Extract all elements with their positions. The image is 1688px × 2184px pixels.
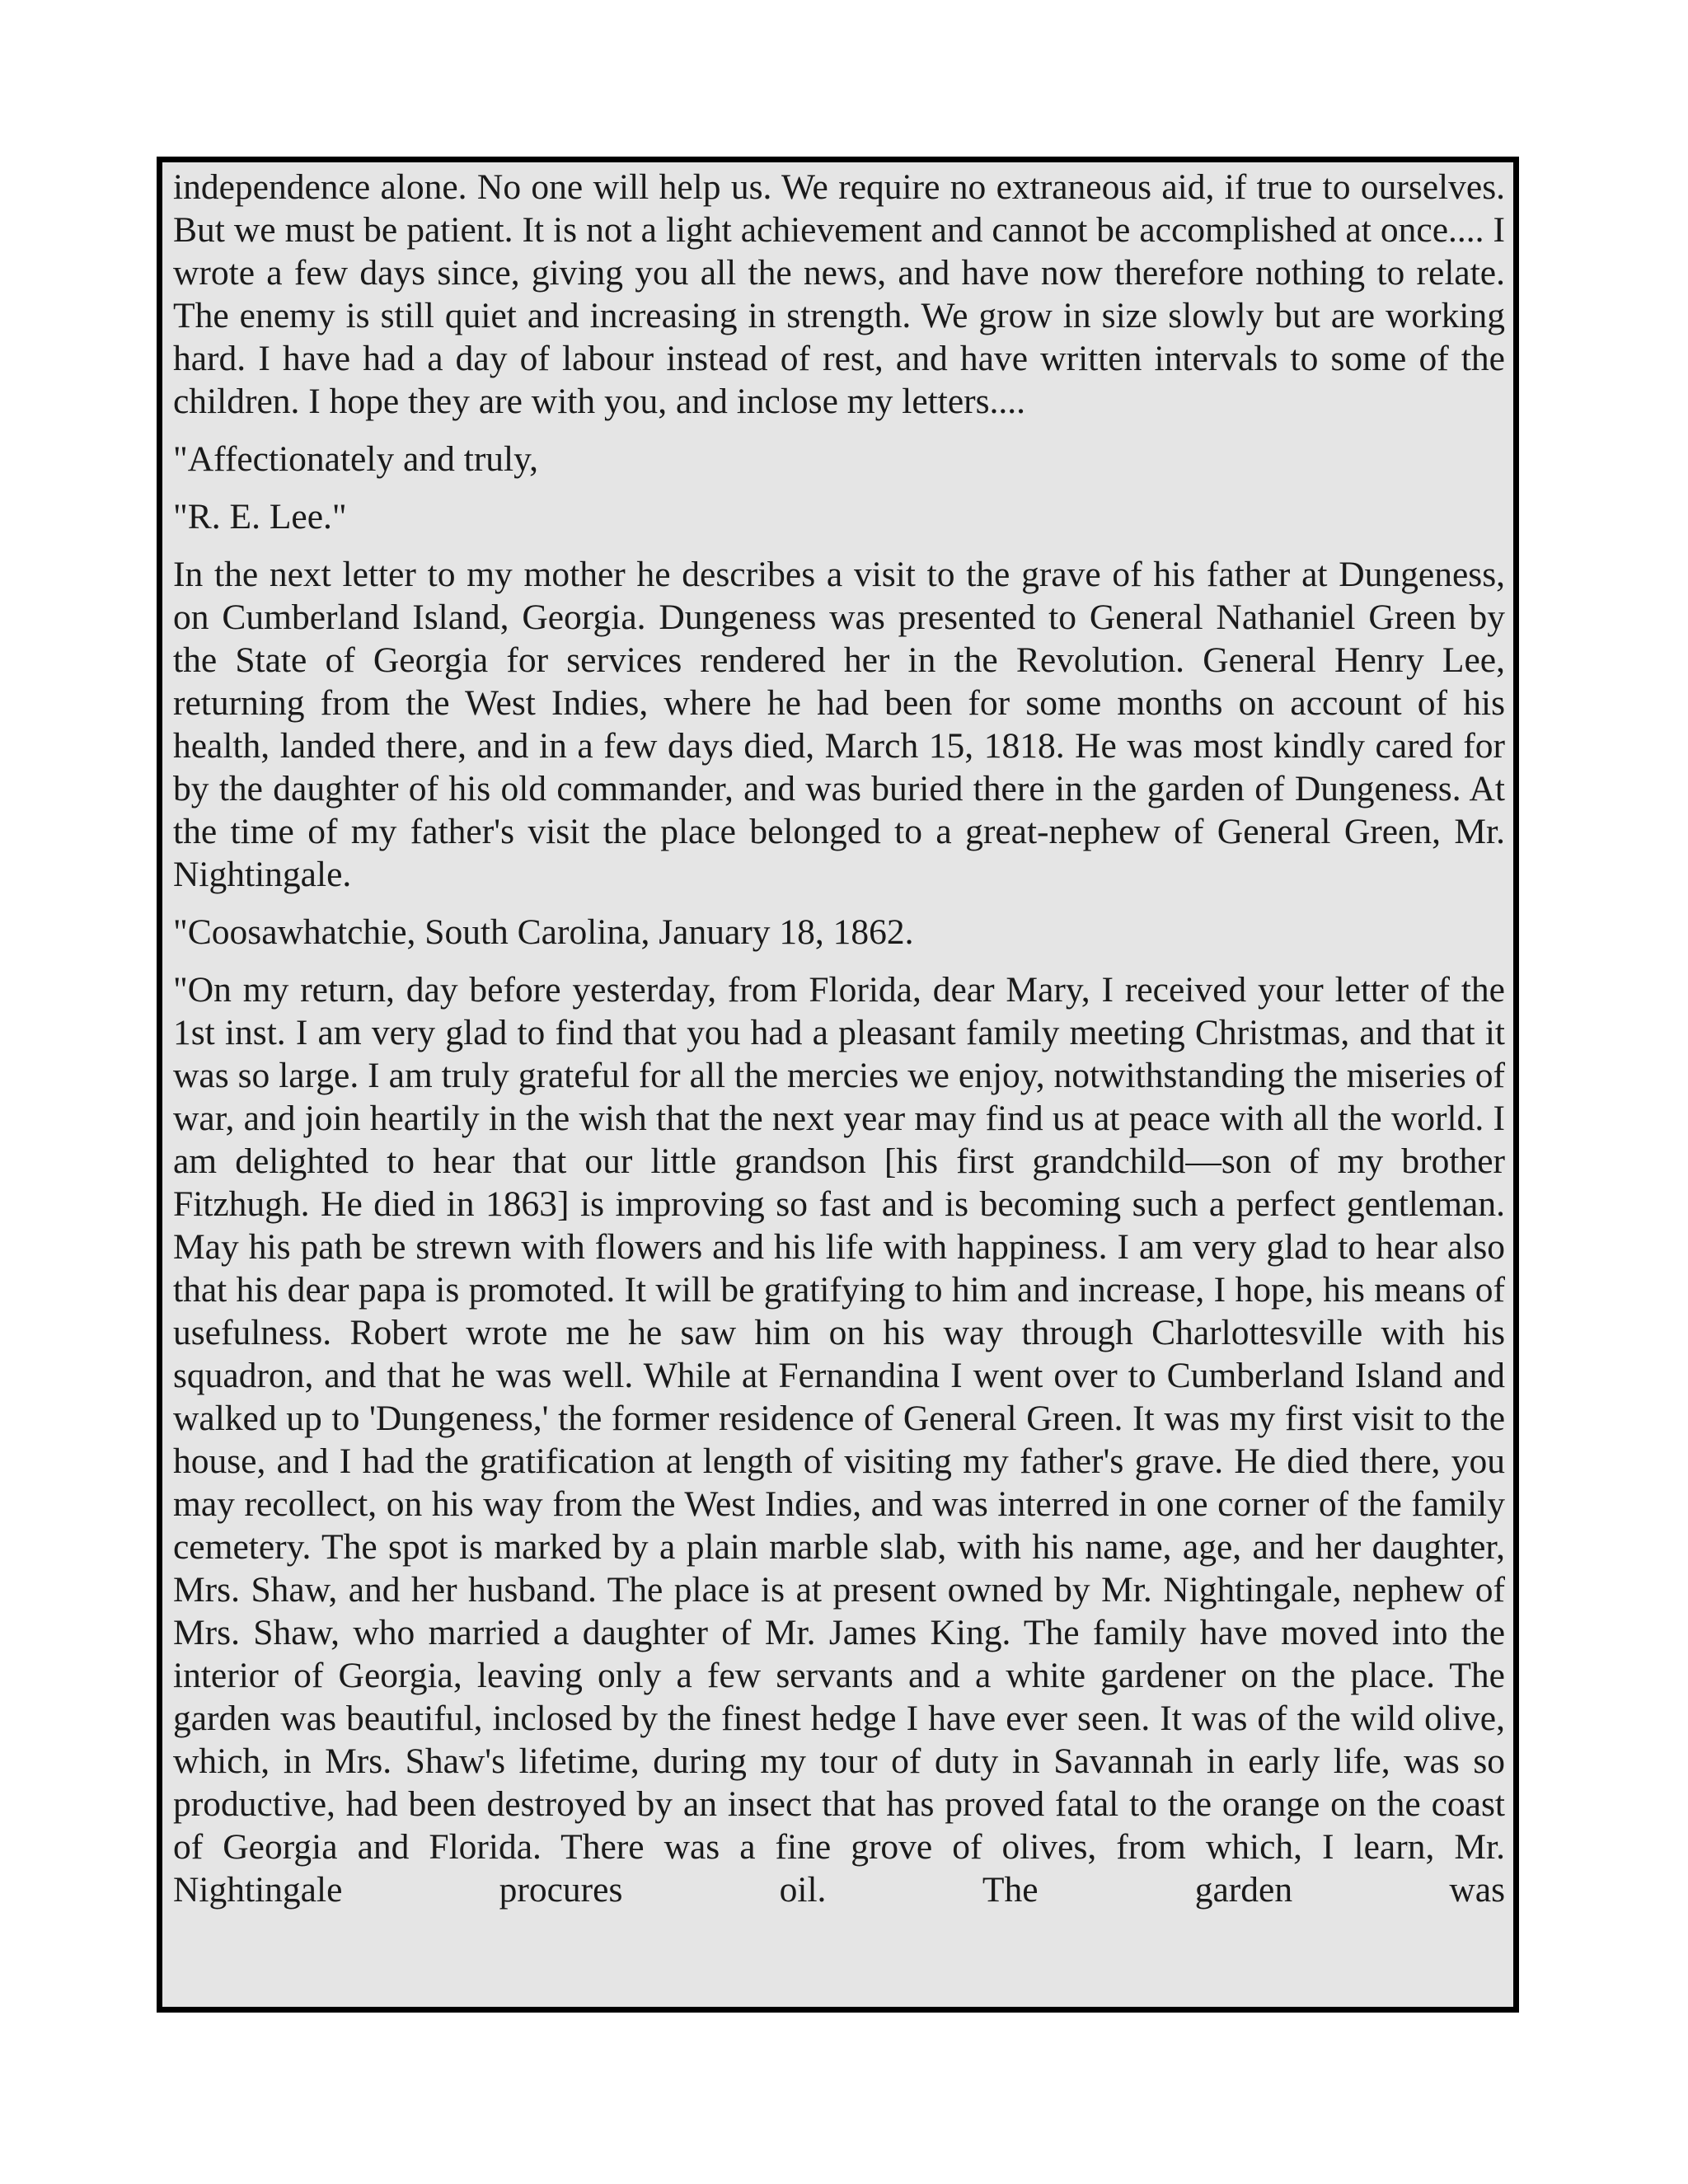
paragraph-letter-heading: "Coosawhatchie, South Carolina, January 18, 1862.	[173, 912, 914, 952]
paragraph-letter-continuation: independence alone. No one will help us. We require no extraneous aid, if true to ourselves. But we must be patient. It is not a light achievement and cannot be accomplished at once.... I wrote a few days since, giving you all the news, and have now therefore nothing to relate. The enemy is still quiet and increasing in strength. We grow in size slowly but are working hard. I have had a day of labour instead of rest, and have written intervals to some of the children. I hope they are with you, and inclose my letters....	[173, 167, 1505, 421]
page-text-frame	[157, 157, 1519, 2013]
paragraph-narrative: In the next letter to my mother he describes a visit to the grave of his father at Dungeness, on Cumberland Island, Georgia. Dungeness was presented to General Nathaniel Green by the State of Georgia for services rendered her in the Revolution. General Henry Lee, returning from the West Indies, where he had been for some months on account of his health, landed there, and in a few days died, March 15, 1818. He was most kindly cared for by the daughter of his old commander, and was buried there in the garden of Dungeness. At the time of my father's visit the place belonged to a great-nephew of General Green, Mr. Nightingale.	[173, 555, 1505, 894]
paragraph-signature: "R. E. Lee."	[173, 497, 347, 537]
paragraph-closing: "Affectionately and truly,	[173, 439, 538, 479]
paragraph-letter-body: "On my return, day before yesterday, from Florida, dear Mary, I received your letter of the 1st inst. I am very glad to find that you had a pleasant family meeting Christmas, and that it was so large. I am truly grateful for all the mercies we enjoy, notwithstanding the miseries of war, and join heartily in the wish that the next year may find us at peace with all the world. I am delighted to hear that our little grandson [his first grandchild—son of my brother Fitzhugh. He died in 1863] is improving so fast and is becoming such a perfect gentleman. May his path be strewn with flowers and his life with happiness. I am very glad to hear also that his dear papa is promoted. It will be gratifying to him and increase, I hope, his means of usefulness. Robert wrote me he saw him on his way through Charlottesville with his squadron, and that he was well. While at Fernandina I went over to Cumberland Island and walked up to 'Dungeness,' the former residence of General Green. It was my first visit to the house, and I had the gratification at length of visiting my father's grave. He died there, you may recollect, on his way from the West Indies, and was interred in one corner of the family cemetery. The spot is marked by a plain marble slab, with his name, age, and her daughter, Mrs. Shaw, and her husband. The place is at present owned by Mr. Nightingale, nephew of Mrs. Shaw, who married a daughter of Mr. James King. The family have moved into the interior of Georgia, leaving only a few servants and a white gardener on the place. The garden was beautiful, inclosed by the finest hedge I have ever seen. It was of the wild olive, which, in Mrs. Shaw's lifetime, during my tour of duty in Savannah in early life, was so productive, had been destroyed by an insect that has proved fatal to the orange on the coast of Georgia and Florida. There was a fine grove of olives, from which, I learn, Mr. Nightingale procures oil. The garden was	[173, 970, 1505, 1910]
